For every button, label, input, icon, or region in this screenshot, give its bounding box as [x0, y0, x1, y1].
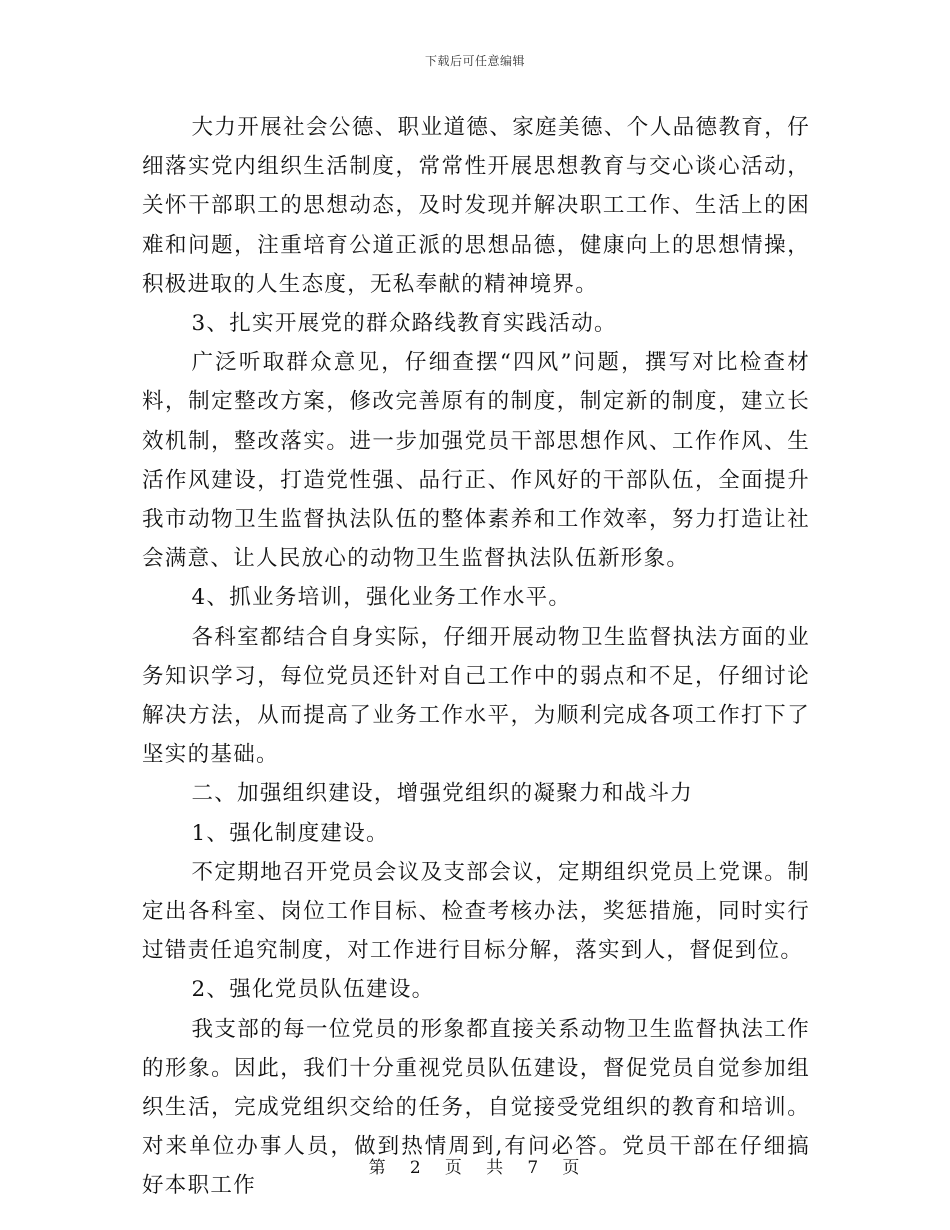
paragraph: 我支部的每一位党员的形象都直接关系动物卫生监督执法工作的形象。因此，我们十分重视党员队伍建设，督促党员自觉参加组织生活，完成党组织交给的任务，自觉接受党组织的教育和培训。对来单位办事人员，做到热情周到,有问必答。党员干部在仔细搞好本职工作	[142, 1016, 810, 1199]
chapter-heading: 二、加强组织建设，增强党组织的凝聚力和战斗力	[191, 781, 694, 807]
paragraph: 各科室都结合自身实际，仔细开展动物卫生监督执法方面的业务知识学习，每位党员还针对自己工作中的弱点和不足，仔细讨论解决方法，从而提高了业务工作水平，为顺利完成各项工作打下了坚实的基础。	[142, 624, 810, 768]
page-header: 下载后可任意编辑	[424, 54, 525, 68]
total-pages-number: 7	[527, 1158, 541, 1178]
paragraph: 广泛听取群众意见，仔细查摆“四风”问题，撰写对比检查材料，制定整改方案，修改完善原有的制度，制定新的制度，建立长效机制，整改落实。进一步加强党员干部思想作风、工作作风、生活作风建设，打造党性强、品行正、作风好的干部队伍，全面提升我市动物卫生监督执法队伍的整体素养和工作效率，努力打造让社会满意、让人民放心的动物卫生监督执法队伍新形象。	[142, 350, 810, 572]
page-footer	[0, 1153, 950, 1178]
footer-total-label: 共	[486, 1158, 506, 1178]
paragraph: 不定期地召开党员会议及支部会议，定期组织党员上党课。制定出各科室、岗位工作目标、检查考核办法，奖惩措施，同时实行过错责任追究制度，对工作进行目标分解，落实到人，督促到位。	[142, 859, 810, 964]
current-page-number: 2	[409, 1158, 423, 1178]
section-heading: 3、扎实开展党的群众路线教育实践活动。	[191, 311, 617, 337]
section-heading: 1、强化制度建设。	[191, 820, 389, 846]
section-heading: 4、抓业务培训，强化业务工作水平。	[191, 585, 572, 611]
section-heading: 2、强化党员队伍建设。	[191, 977, 435, 1003]
document-body	[142, 108, 810, 1206]
footer-suffix: 页	[562, 1158, 582, 1178]
paragraph: 大力开展社会公德、职业道德、家庭美德、个人品德教育，仔细落实党内组织生活制度，常常性开展思想教育与交心谈心活动，关怀干部职工的思想动态，及时发现并解决职工工作、生活上的困难和问题，注重培育公道正派的思想品德，健康向上的思想情操，积极进取的人生态度，无私奉献的精神境界。	[142, 115, 810, 297]
footer-page-label: 页	[444, 1158, 464, 1178]
footer-prefix: 第	[368, 1158, 388, 1178]
